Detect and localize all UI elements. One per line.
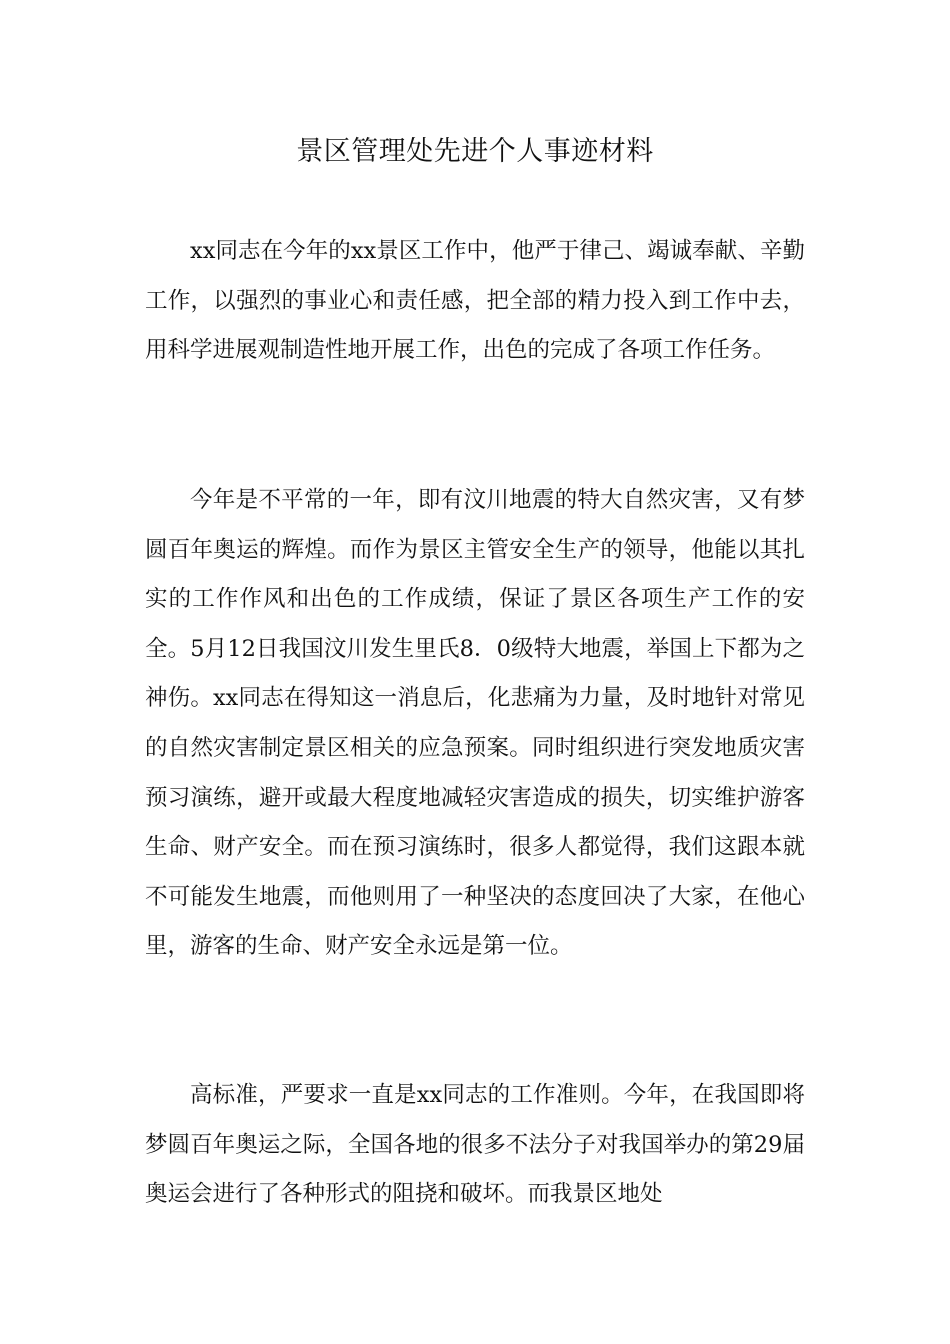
paragraph-3: 高标准，严要求一直是xx同志的工作准则。今年，在我国即将梦圆百年奥运之际，全国各地的很多不法分子对我国举办的第29届奥运会进行了各种形式的阻挠和破坏。而我景区地处 [145,1082,805,1208]
paragraph-2: 今年是不平常的一年，即有汶川地震的特大自然灾害，又有梦圆百年奥运的辉煌。而作为景区主管安全生产的领导，他能以其扎实的工作作风和出色的工作成绩，保证了景区各项生产工作的安全。5月12日我国汶川发生里氏8．0级特大地震，举国上下都为之神伤。xx同志在得知这一消息后，化悲痛为力量，及时地针对常见的自然灾害制定景区相关的应急预案。同时组织进行突发地质灾害预习演练，避开或最大程度地减轻灾害造成的损失，切实维护游客生命、财产安全。而在预习演练时，很多人都觉得，我们这跟本就不可能发生地震，而他则用了一种坚决的态度回决了大家，在他心里，游客的生命、财产安全永远是第一位。 [145,487,805,960]
paragraph-1: xx同志在今年的xx景区工作中，他严于律己、竭诚奉献、辛勤工作，以强烈的事业心和责任感，把全部的精力投入到工作中去，用科学进展观制造性地开展工作，出色的完成了各项工作任务。 [145,238,805,364]
document-title: 景区管理处先进个人事迹材料 [296,136,654,167]
